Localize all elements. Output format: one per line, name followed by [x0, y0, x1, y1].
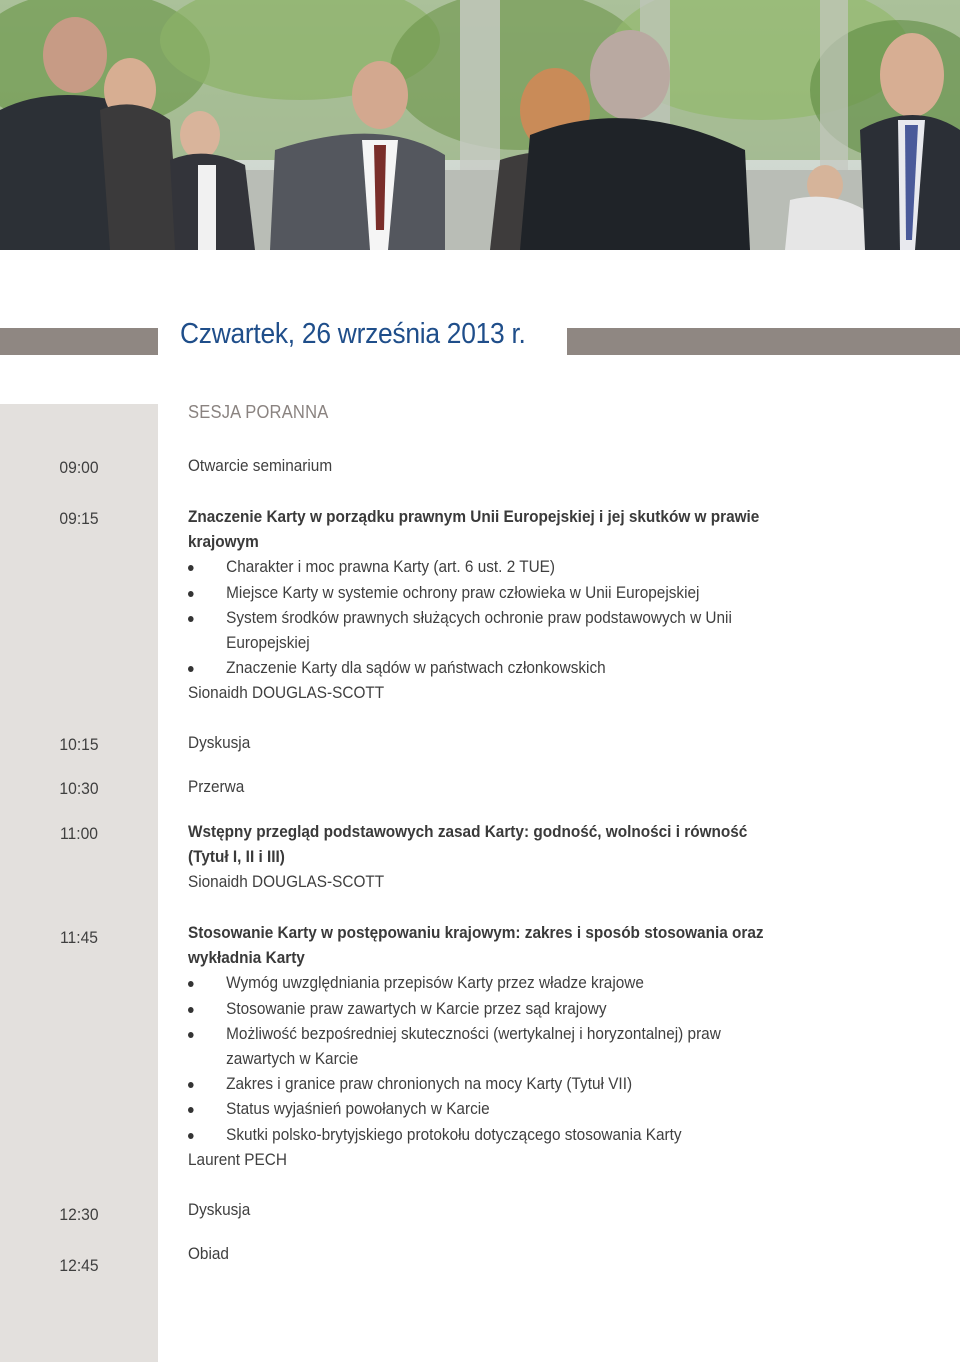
agenda-text: Obiad: [188, 1245, 229, 1263]
session-label: SESJA PORANNA: [188, 402, 329, 422]
bullet-icon: [188, 666, 194, 672]
list-item: Zakres i granice praw chronionych na mocy Karty (Tytuł VII): [188, 1072, 802, 1097]
agenda-item-discussion: [188, 731, 808, 756]
list-item: Miejsce Karty w systemie ochrony praw człowieka w Unii Europejskiej: [188, 581, 802, 606]
speaker-name: Sionaidh DOUGLAS-SCOTT: [188, 873, 385, 892]
bullet-icon: [188, 616, 194, 622]
agenda-heading: Stosowanie Karty w postępowaniu krajowym: zakres i sposób stosowania oraz: [188, 924, 764, 942]
list-item-continuation: Europejskiej: [226, 634, 310, 653]
agenda-item-principles: [188, 820, 808, 896]
bullet-icon: [188, 1007, 194, 1013]
agenda-item-break: [188, 775, 808, 800]
speaker-name: Laurent PECH: [188, 1150, 287, 1169]
agenda-item-application: [188, 921, 808, 1173]
list-item: Charakter i moc prawna Karty (art. 6 ust. 2 TUE): [188, 555, 802, 580]
date-bar-left: [0, 328, 158, 355]
agenda-item-discussion: [188, 1198, 808, 1223]
agenda-text: Dyskusja: [188, 734, 251, 752]
list-item: System środków prawnych służących ochronie praw podstawowych w Unii: [188, 606, 802, 631]
time-slot: 11:00: [60, 824, 98, 843]
bullet-icon: [188, 1082, 194, 1088]
list-item: Skutki polsko-brytyjskiego protokołu dotyczącego stosowania Karty: [188, 1123, 802, 1148]
bullet-icon: [188, 1133, 194, 1139]
bullet-icon: [188, 591, 194, 597]
agenda-item-lunch: [188, 1242, 808, 1267]
list-item: Znaczenie Karty dla sądów w państwach członkowskich: [188, 656, 802, 681]
agenda-text: Przerwa: [188, 778, 245, 796]
agenda-item-opening: [188, 454, 808, 479]
bullet-icon: [188, 1032, 194, 1038]
list-item: Status wyjaśnień powołanych w Karcie: [188, 1097, 802, 1122]
agenda-text: Otwarcie seminarium: [188, 457, 333, 475]
time-slot: 11:45: [60, 928, 98, 947]
time-slot: 12:45: [59, 1256, 99, 1275]
list-item: Wymóg uwzględniania przepisów Karty przez władze krajowe: [188, 971, 802, 996]
time-slot: 12:30: [59, 1205, 99, 1224]
bullet-list: [188, 555, 802, 681]
date-bar-right: [567, 328, 960, 355]
bullet-list: [188, 971, 802, 1147]
time-slot: 10:30: [59, 779, 99, 798]
bullet-icon: [188, 565, 194, 571]
agenda-heading: krajowym: [188, 533, 259, 552]
agenda-item-charter-significance: [188, 505, 808, 707]
speaker-name: Sionaidh DOUGLAS-SCOTT: [188, 684, 385, 703]
time-slot: 09:15: [59, 509, 99, 528]
bullet-icon: [188, 1107, 194, 1113]
bullet-icon: [188, 981, 194, 987]
list-item-continuation: zawartych w Karcie: [226, 1050, 359, 1069]
list-item: Możliwość bezpośredniej skuteczności (wertykalnej i horyzontalnej) praw: [188, 1022, 802, 1047]
list-item: Stosowanie praw zawartych w Karcie przez sąd krajowy: [188, 997, 802, 1022]
header-photo: [0, 0, 960, 250]
agenda-heading: wykładnia Karty: [188, 949, 305, 968]
time-slot: 09:00: [59, 458, 99, 477]
time-slot: 10:15: [59, 735, 99, 754]
agenda-heading: Znaczenie Karty w porządku prawnym Unii Europejskiej i jej skutków w prawie: [188, 508, 760, 526]
agenda-text: Dyskusja: [188, 1201, 251, 1219]
agenda-heading: Wstępny przegląd podstawowych zasad Karty: godność, wolności i równość: [188, 823, 748, 841]
page-title: Czwartek, 26 września 2013 r.: [180, 318, 526, 350]
agenda-heading: (Tytuł I, II i III): [188, 848, 285, 867]
